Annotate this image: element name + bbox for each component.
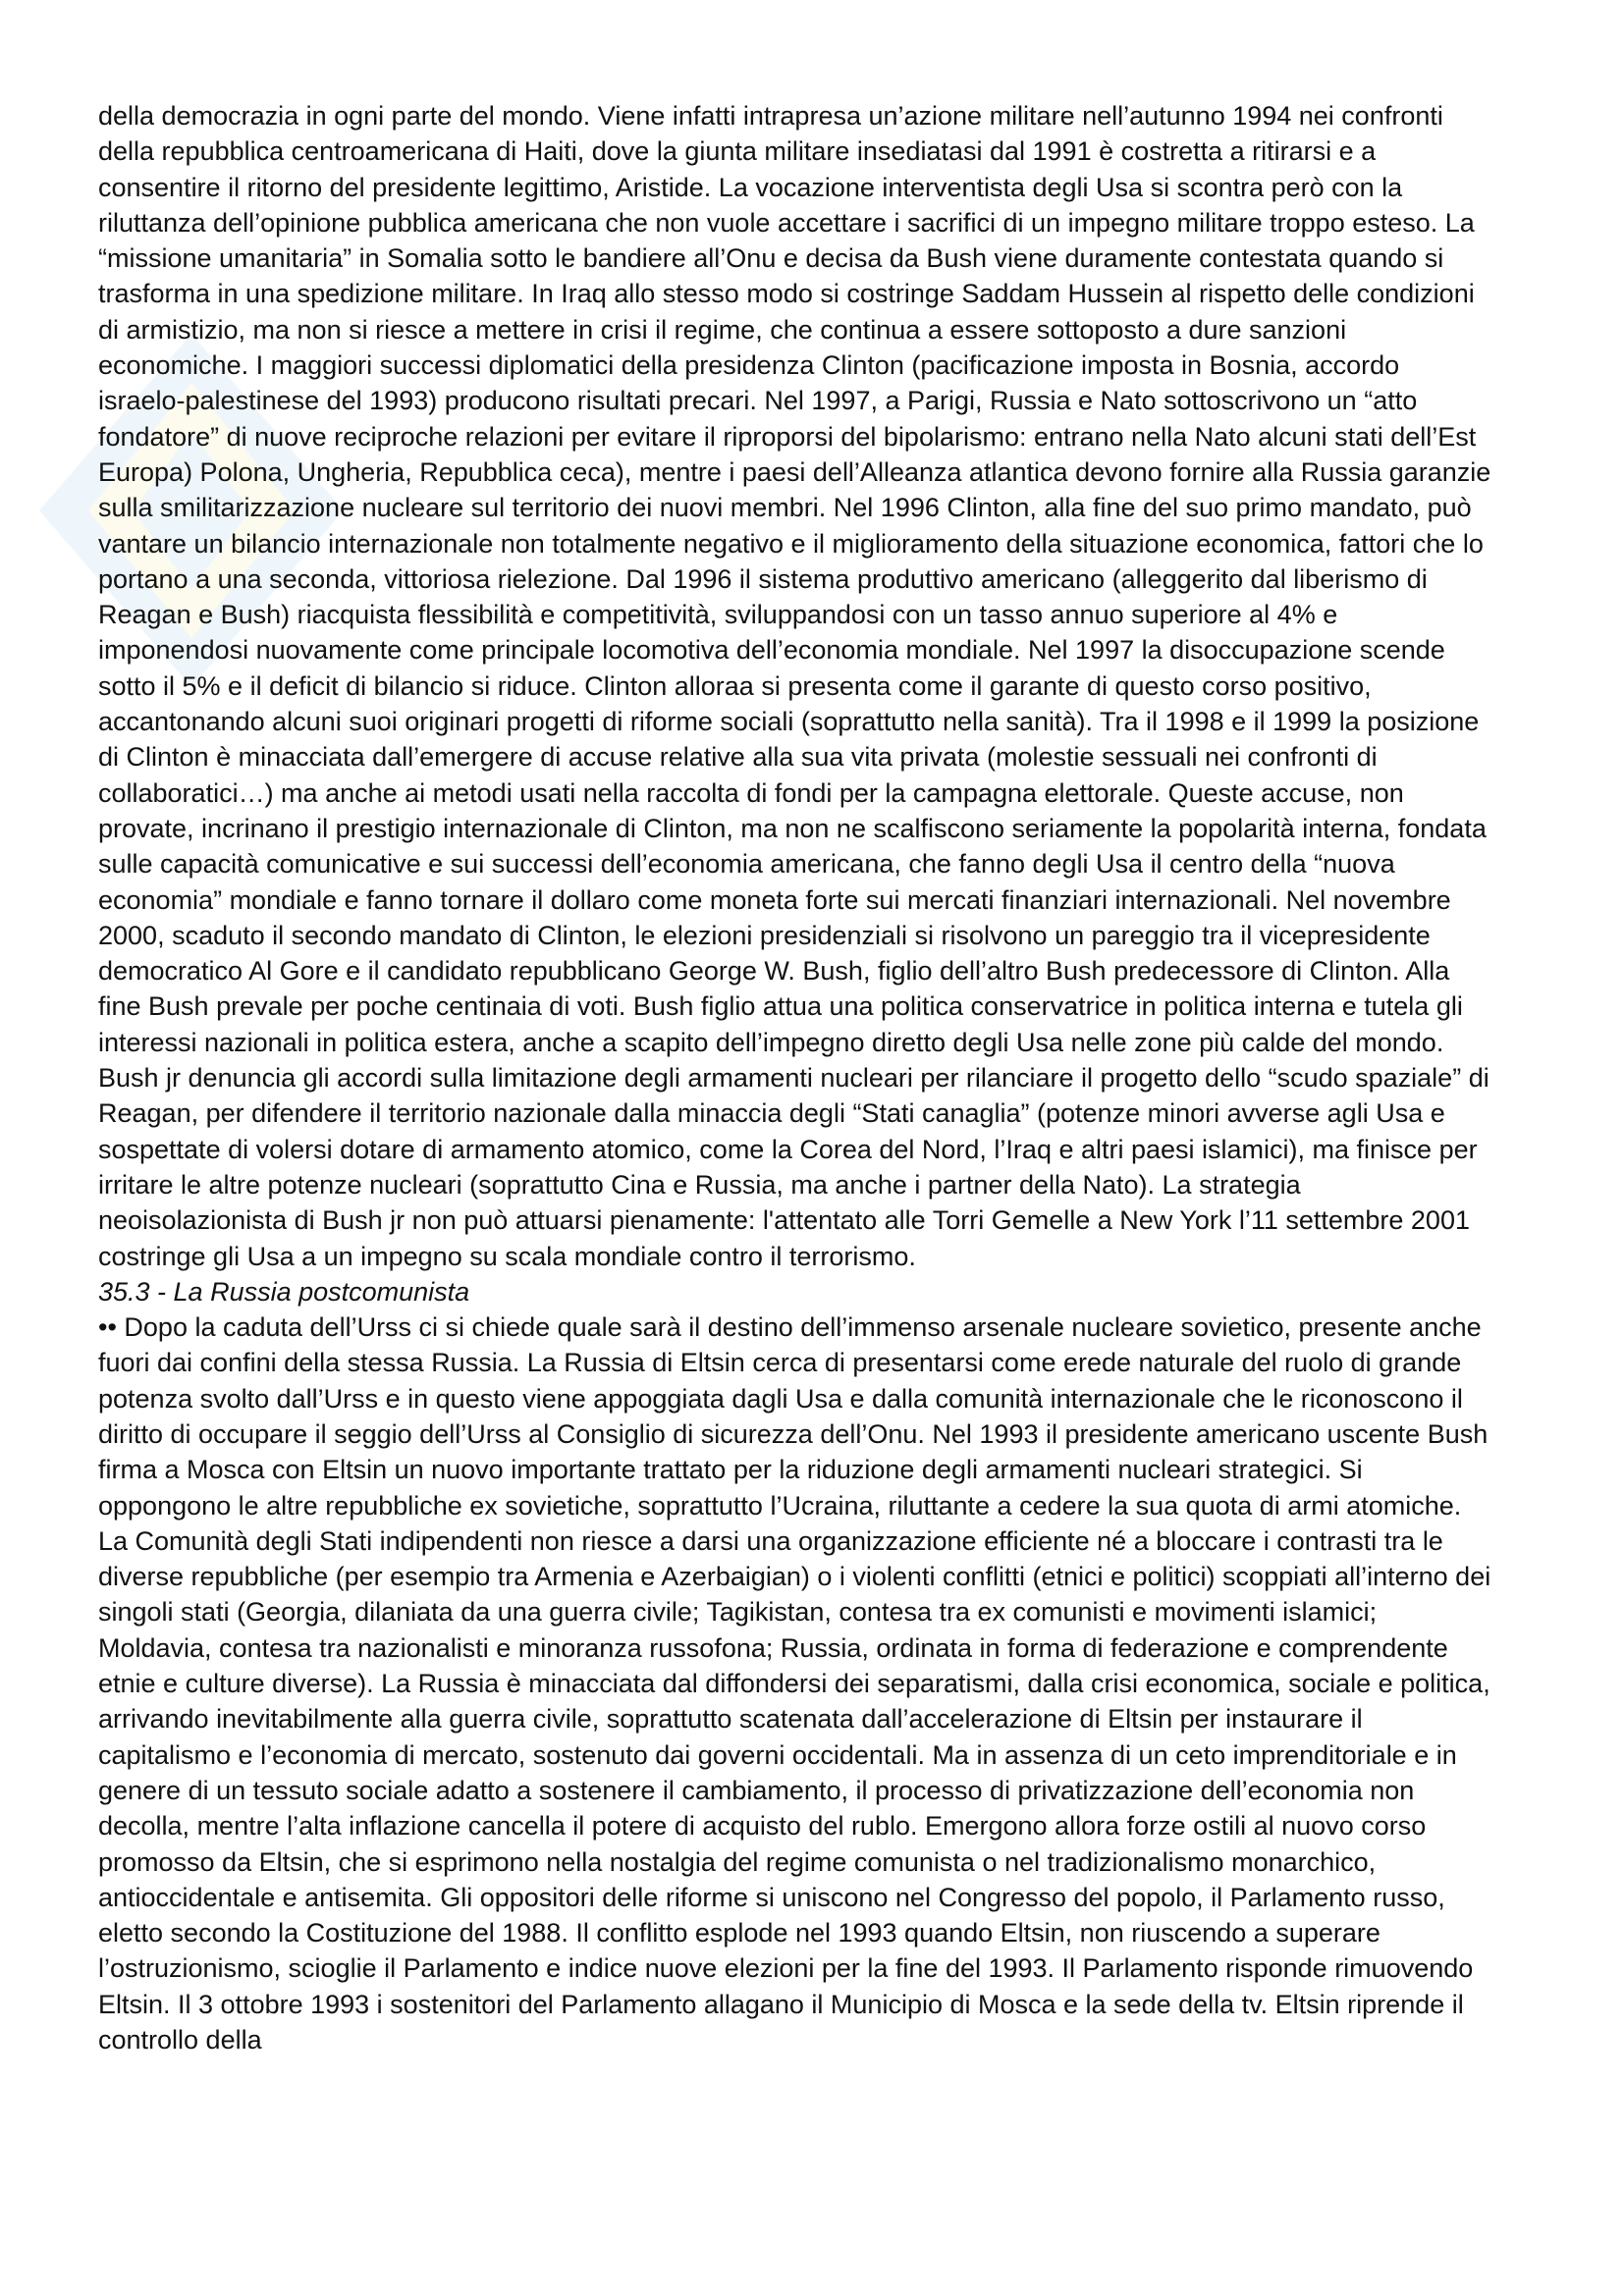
document-body — [98, 98, 1492, 2057]
section-heading: 35.3 - La Russia postcomunista — [98, 1276, 470, 1307]
paragraph-usa-clinton-bush: della democrazia in ogni parte del mondo. Viene infatti intrapresa un’azione militare nell’autunno 1994 nei confronti della repubblica centroamericana di Haiti, dove la giunta militare insediatasi dal 1991 è costretta a ritirarsi e a consentire il ritorno del presidente legittimo, Aristide. La vocazione interventista degli Usa si scontra però con la riluttanza dell’opinione pubblica americana che non vuole accettare i sacrifici di un impegno militare troppo esteso. La “missione umanitaria” in Somalia sotto le bandiere all’Onu e decisa da Bush viene duramente contestata quando si trasforma in una spedizione militare. In Iraq allo stesso modo si costringe Saddam Hussein al rispetto delle condizioni di armistizio, ma non si riesce a mettere in crisi il regime, che continua a essere sottoposto a dure sanzioni economiche. I maggiori successi diplomatici della presidenza Clinton (pacificazione imposta in Bosnia, accordo israelo-palestinese del 1993) producono risultati precari. Nel 1997, a Parigi, Russia e Nato sottoscrivono un “atto fondatore” di nuove reciproche relazioni per evitare il riproporsi del bipolarismo: entrano nella Nato alcuni stati dell’Est Europa) Polona, Ungheria, Repubblica ceca), mentre i paesi dell’Alleanza atlantica devono fornire alla Russia garanzie sulla smilitarizzazione nucleare sul territorio dei nuovi membri. Nel 1996 Clinton, alla fine del suo primo mandato, può vantare un bilancio internazionale non totalmente negativo e il miglioramento della situazione economica, fattori che lo portano a una seconda, vittoriosa rielezione. Dal 1996 il sistema produttivo americano (alleggerito dal liberismo di Reagan e Bush) riacquista flessibilità e competitività, sviluppandosi con un tasso annuo superiore al 4% e imponendosi nuovamente come principale locomotiva dell’economia mondiale. Nel 1997 la disoccupazione scende sotto il 5% e il deficit di bilancio si riduce. Clinton alloraa si presenta come il garante di questo corso positivo, accantonando alcuni suoi originari progetti di riforme sociali (soprattutto nella sanità). Tra il 1998 e il 1999 la posizione di Clinton è minacciata dall’emergere di accuse relative alla sua vita privata (molestie sessuali nei confronti di collaboratici…) ma anche ai metodi usati nella raccolta di fondi per la campagna elettorale. Queste accuse, non provate, incrinano il prestigio internazionale di Clinton, ma non ne scalfiscono seriamente la popolarità interna, fondata sulle capacità comunicative e sui successi dell’economia americana, che fanno degli Usa il centro della “nuova economia” mondiale e fanno tornare il dollaro come moneta forte sui mercati finanziari internazionali. Nel novembre 2000, scaduto il secondo mandato di Clinton, le elezioni presidenziali si risolvono un pareggio tra il vicepresidente democratico Al Gore e il candidato repubblicano George W. Bush, figlio dell’altro Bush predecessore di Clinton. Alla fine Bush prevale per poche centinaia di voti. Bush figlio attua una politica conservatrice in politica interna e tutela gli interessi nazionali in politica estera, anche a scapito dell’impegno diretto degli Usa nelle zone più calde del mondo. Bush jr denuncia gli accordi sulla limitazione degli armamenti nucleari per rilanciare il progetto dello “scudo spaziale” di Reagan, per difendere il territorio nazionale dalla minaccia degli “Stati canaglia” (potenze minori avverse agli Usa e sospettate di volersi dotare di armamento atomico, come la Corea del Nord, l’Iraq e altri paesi islamici), ma finisce per irritare le altre potenze nucleari (soprattutto Cina e Russia, ma anche i partner della Nato). La strategia neoisolazionista di Bush jr non può attuarsi pienamente: l'attentato alle Torri Gemelle a New York l’11 settembre 2001 costringe gli Usa a un impegno su scala mondiale contro il terrorismo. — [98, 101, 1491, 1271]
paragraph-russia-postcomunista: •• Dopo la caduta dell’Urss ci si chiede quale sarà il destino dell’immenso arsenale nucleare sovietico, presente anche fuori dai confini della stessa Russia. La Russia di Eltsin cerca di presentarsi come erede naturale del ruolo di grande potenza svolto dall’Urss e in questo viene appoggiata dagli Usa e dalla comunità internazionale che le riconoscono il diritto di occupare il seggio dell’Urss al Consiglio di sicurezza dell’Onu. Nel 1993 il presidente americano uscente Bush firma a Mosca con Eltsin un nuovo importante trattato per la riduzione degli armamenti nucleari strategici. Si oppongono le altre repubbliche ex sovietiche, soprattutto l’Ucraina, riluttante a cedere la sua quota di armi atomiche. La Comunità degli Stati indipendenti non riesce a darsi una organizzazione efficiente né a bloccare i contrasti tra le diverse repubbliche (per esempio tra Armenia e Azerbaigian) o i violenti conflitti (etnici e politici) scoppiati all’interno dei singoli stati (Georgia, dilaniata da una guerra civile; Tagikistan, contesa tra ex comunisti e movimenti islamici; Moldavia, contesa tra nazionalisti e minoranza russofona; Russia, ordinata in forma di federazione e comprendente etnie e culture diverse). La Russia è minacciata dal diffondersi dei separatismi, dalla crisi economica, sociale e politica, arrivando inevitabilmente alla guerra civile, soprattutto scatenata dall’accelerazione di Eltsin per instaurare il capitalismo e l’economia di mercato, sostenuto dai governi occidentali. Ma in assenza di un ceto imprenditoriale e in genere di un tessuto sociale adatto a sostenere il cambiamento, il processo di privatizzazione dell’economia non decolla, mentre l’alta inflazione cancella il potere di acquisto del rublo. Emergono allora forze ostili al nuovo corso promosso da Eltsin, che si esprimono nella nostalgia del regime comunista o nel tradizionalismo monarchico, antioccidentale e antisemita. Gli oppositori delle riforme si uniscono nel Congresso del popolo, il Parlamento russo, eletto secondo la Costituzione del 1988. Il conflitto esplode nel 1993 quando Eltsin, non riuscendo a superare l’ostruzionismo, scioglie il Parlamento e indice nuove elezioni per la fine del 1993. Il Parlamento risponde rimuovendo Eltsin. Il 3 ottobre 1993 i sostenitori del Parlamento allagano il Municipio di Mosca e la sede della tv. Eltsin riprende il controllo della — [98, 1312, 1491, 2056]
